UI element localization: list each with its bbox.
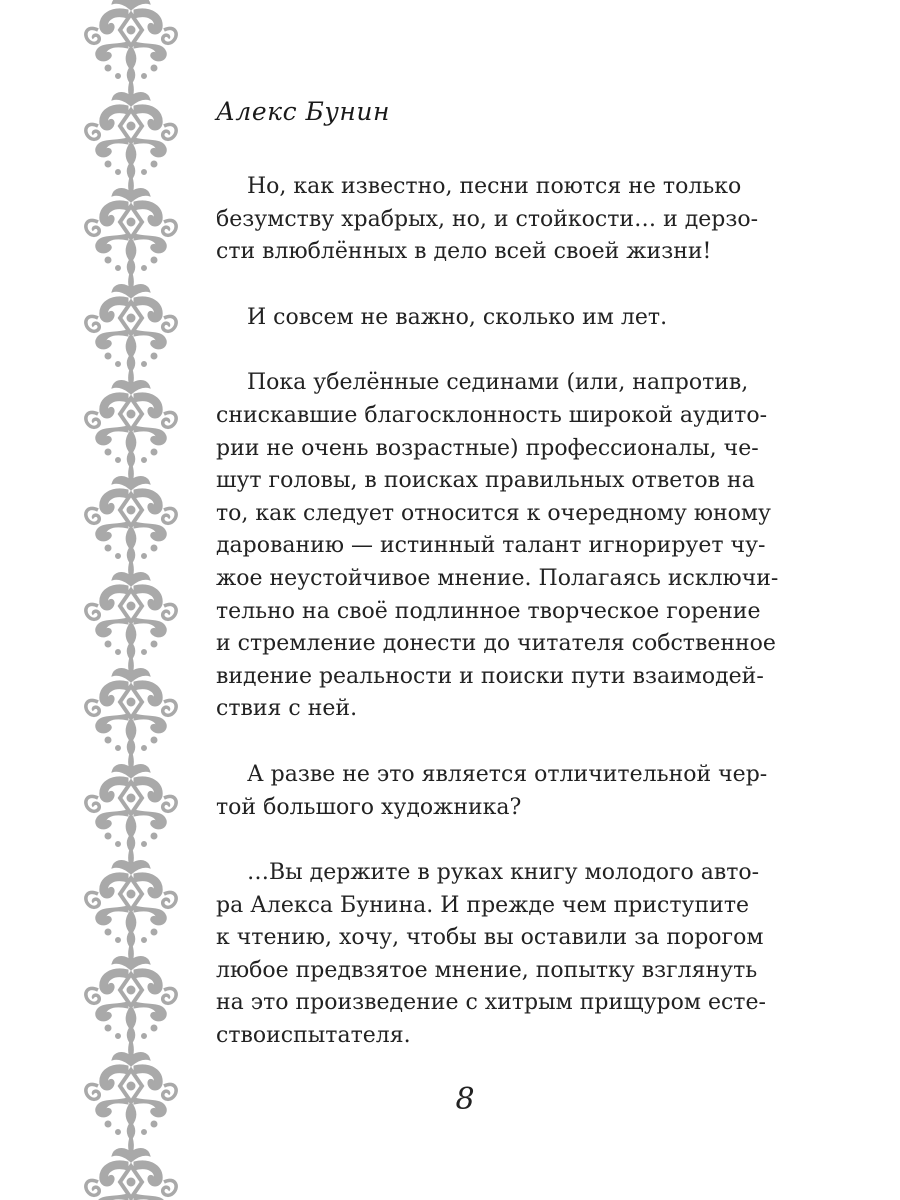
damask-ornament-icon [86, 0, 176, 84]
paragraph [216, 857, 766, 1053]
text-line: сти влюблённых в дело всей своей жизни! [216, 239, 712, 265]
damask-ornament-icon [86, 942, 176, 1044]
damask-ornament-icon [86, 558, 176, 660]
text-line: Пока убелённые сединами (или, напротив, [247, 370, 749, 396]
text-line: на это произведение с хитрым прищуром есте- [216, 990, 766, 1016]
page-body-text [216, 171, 779, 1086]
text-line: жое неустойчивое мнение. Полагаясь исключи- [216, 565, 779, 591]
text-line: дарованию — истинный талант игнорирует чу- [216, 533, 766, 559]
damask-ornament-icon [86, 174, 176, 276]
text-line: рии не очень возрастные) профессионалы, че- [216, 435, 759, 461]
damask-ornament-border [78, 0, 184, 1200]
paragraph [216, 759, 768, 824]
text-line: то, как следует относится к очередному юному [216, 500, 771, 526]
text-line: и стремление донести до читателя собственное [216, 631, 776, 657]
text-line: любое предвзятое мнение, попытку взглянуть [216, 957, 758, 983]
text-line: снискавшие благосклонность широкой аудито- [216, 402, 767, 428]
text-line: ра Алекса Бунина. И прежде чем приступите [216, 892, 750, 918]
damask-ornament-icon [86, 78, 176, 180]
damask-ornament-icon [86, 750, 176, 852]
text-line: А разве не это является отличительной чер- [247, 761, 768, 787]
text-line: …Вы держите в руках книгу молодого авто- [247, 860, 760, 886]
damask-ornament-icon [86, 270, 176, 372]
damask-ornament-icon [86, 654, 176, 756]
text-line: безумству храбрых, но, и стойкости… и дерзо- [216, 206, 759, 232]
text-line: к чтению, хочу, чтобы вы оставили за порогом [216, 925, 764, 951]
text-line: тельно на своё подлинное творческое горение [216, 598, 761, 624]
damask-ornament-icon [86, 462, 176, 564]
text-line: шут головы, в поисках правильных ответов на [216, 468, 755, 494]
damask-ornament-icon [86, 366, 176, 468]
paragraph [216, 171, 759, 269]
text-line: видение реальности и поиски пути взаимодей- [216, 663, 764, 689]
text-line: И совсем не важно, сколько им лет. [247, 304, 668, 330]
text-line: Но, как известно, песни поются не только [247, 174, 742, 199]
paragraph [216, 367, 779, 726]
damask-ornament-icon [86, 846, 176, 948]
text-line: ствоиспытателя. [216, 1023, 411, 1049]
text-line: ствия с ней. [216, 696, 358, 722]
damask-ornament-icon [86, 1134, 176, 1200]
running-header-author: Алекс Бунин [216, 97, 390, 126]
text-line: той большого художника? [216, 794, 522, 820]
paragraph [216, 302, 732, 335]
page-number: 8 [455, 1082, 475, 1117]
damask-ornament-icon [78, 0, 184, 1200]
